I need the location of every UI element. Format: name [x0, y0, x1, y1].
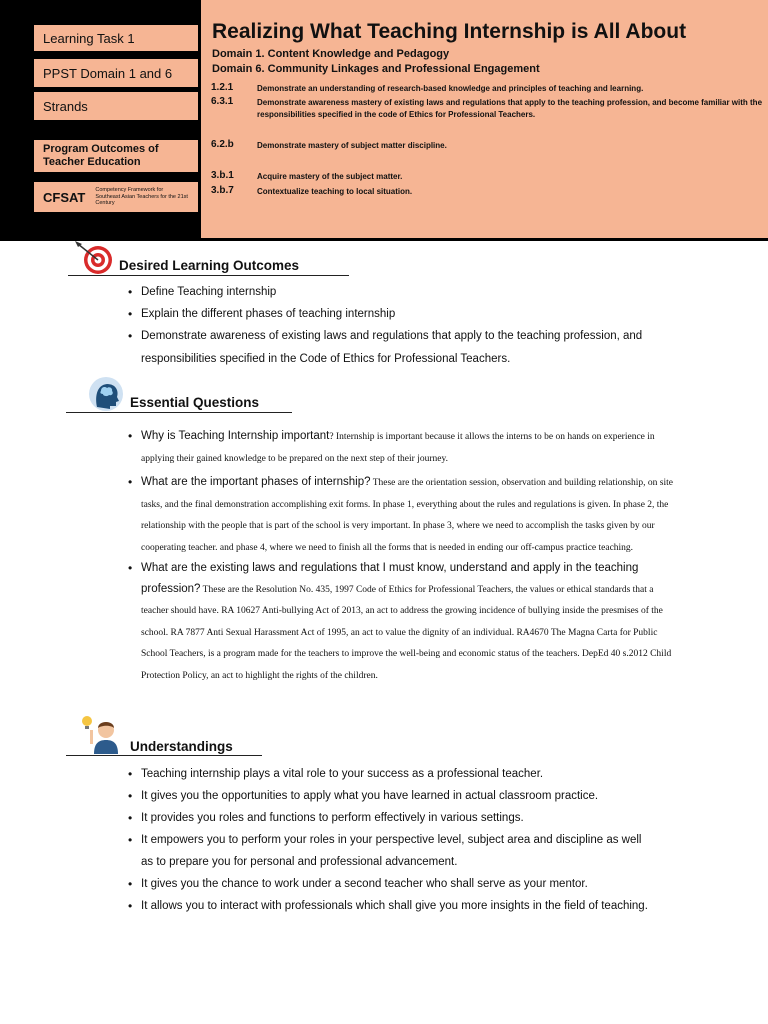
- list-item: • It empowers you to perform your roles in your perspective level, subject area and discipline as well as to prepare you for personal and professional advancement.: [128, 829, 648, 873]
- outcomes-list: [128, 281, 680, 371]
- outcomes-rule: [68, 275, 349, 276]
- learning-task-label: Learning Task 1: [34, 25, 198, 51]
- competency-code: 6.3.1: [211, 96, 234, 107]
- domain-1-heading: Domain 1. Content Knowledge and Pedagogy: [212, 48, 450, 60]
- understandings-rule: [66, 755, 262, 756]
- list-item: • It gives you the chance to work under a second teacher who shall serve as your mentor.: [128, 873, 648, 895]
- cfsat-label: CFSAT: [43, 189, 86, 205]
- list-item: • It provides you roles and functions to perform effectively in various settings.: [128, 807, 648, 829]
- strands-label: Strands: [34, 92, 198, 120]
- questions-list: [128, 426, 678, 686]
- ppst-domain-label: PPST Domain 1 and 6: [34, 59, 198, 87]
- header-band: [0, 0, 768, 241]
- question-text: What are the existing laws and regulations that I must know, understand and apply in the teaching profession?: [141, 562, 639, 595]
- competency-code: 1.2.1: [211, 82, 234, 93]
- domain-6-heading: Domain 6. Community Linkages and Professional Engagement: [212, 63, 540, 75]
- competency-text: Demonstrate mastery of subject matter discipline.: [257, 141, 447, 150]
- understandings-list: [128, 763, 648, 917]
- answer-text: These are the Resolution No. 435, 1997 Code of Ethics for Professional Teachers, the values or ethical standards that a teacher should have. RA 10627 Anti-bullying Act of 2013, an act to address the growing incidence of bullying inside the presmises of the school. RA 7877 Anti Sexual Harassment Act of 1995, an act to value the dignity of an individual. RA4670 The Magna Carta for Public School Teachers, is a program made for the teachers to improve the well-being and economic status of the teachers. DepEd 40 s.2012 Child Protection Policy, an act to highlight the rights of the children.: [141, 584, 672, 681]
- competency-code: 3.b.1: [211, 170, 234, 181]
- questions-rule: [66, 412, 292, 413]
- list-item: [128, 426, 678, 469]
- understandings-heading: Understandings: [130, 739, 233, 754]
- competency-text: Demonstrate an understanding of research-based knowledge and principles of teaching and learning.: [257, 84, 644, 93]
- cfsat-box: [34, 182, 198, 212]
- outcomes-heading: Desired Learning Outcomes: [119, 258, 300, 273]
- list-item: • Teaching internship plays a vital role to your success as a professional teacher.: [128, 763, 648, 785]
- competency-code: 6.2.b: [211, 139, 234, 150]
- list-item: [128, 472, 678, 558]
- answer-text: These are the orientation session, observation and building relationship, on site tasks, and the final demonstration accomplishing exit forms. In phase 1, everything about the rules and regulations is given. In phase 2, the relationship with the people that is part of the school is very important. In phase 3, where we need to accomplish the tasks given by our cooperating teacher. and phase 4, where we need to finish all the forms that is needed in ending our off-campus practice teaching.: [141, 478, 673, 553]
- brain-head-icon: [86, 376, 126, 412]
- questions-heading: Essential Questions: [130, 395, 260, 410]
- answer-text: ? Internship is important because it allows the interns to be on hands on experience in applying their gained knowledge to be prepared on the next step of their journey.: [141, 432, 655, 464]
- competency-text: Acquire mastery of the subject matter.: [257, 172, 403, 181]
- question-text: Why is Teaching Internship important: [141, 430, 330, 442]
- competency-code: 3.b.7: [211, 185, 234, 196]
- list-item: • Explain the different phases of teaching internship: [128, 303, 680, 325]
- page-title: Realizing What Teaching Internship is All About: [212, 20, 687, 43]
- competency-text: Demonstrate awareness mastery of existing laws and regulations that apply to the teaching profession, and become familiar with the responsibilities specified in the code of Ethics for Professional Teachers.: [257, 98, 763, 119]
- program-outcomes-label: Program Outcomes of Teacher Education: [34, 140, 198, 172]
- list-item: • Define Teaching internship: [128, 281, 680, 303]
- target-icon: [72, 240, 120, 276]
- list-item: [128, 558, 678, 686]
- list-item: • It gives you the opportunities to apply what you have learned in actual classroom practice.: [128, 785, 648, 807]
- list-item: • It allows you to interact with professionals which shall give you more insights in the field of teaching.: [128, 895, 648, 917]
- question-text: What are the important phases of internship?: [141, 476, 371, 488]
- teacher-idea-icon: [80, 714, 128, 754]
- cfsat-description: Competency Framework for Southeast Asian Teachers for the 21st Century: [95, 187, 188, 207]
- competency-panel: [201, 0, 768, 238]
- competency-text: Contextualize teaching to local situation.: [257, 187, 413, 196]
- list-item: • Demonstrate awareness of existing laws and regulations that apply to the teaching profession, and responsibilities specified in the Code of Ethics for Professional Teachers.: [128, 325, 680, 371]
